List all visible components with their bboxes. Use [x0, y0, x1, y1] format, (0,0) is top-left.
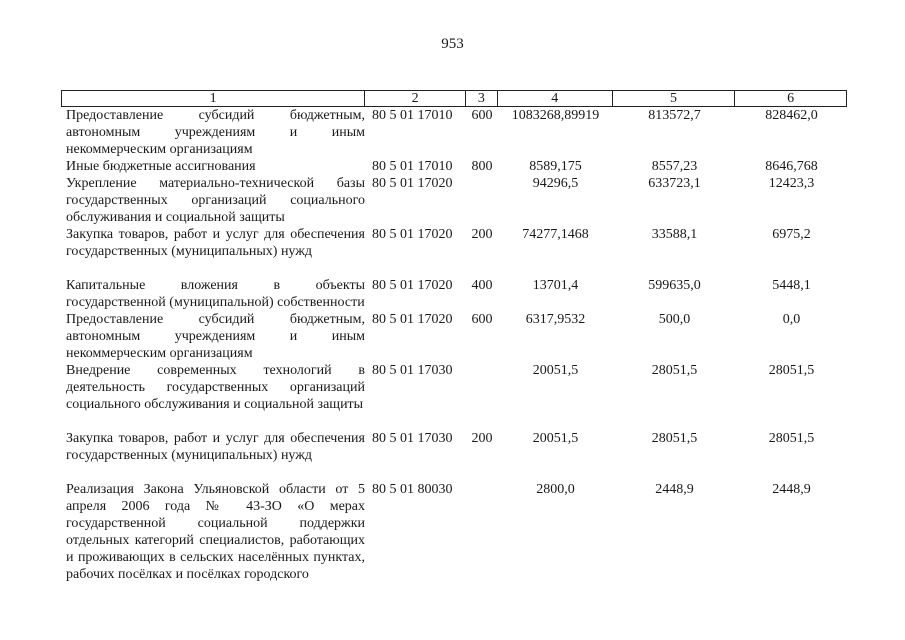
row-type [466, 481, 498, 583]
row-value-5: 8557,23 [651, 159, 698, 174]
row-name: Укрепление материально-технической базы государственных организаций социального обслуживания и социальной защиты [66, 176, 365, 225]
row-value-4: 13701,4 [532, 278, 579, 293]
table-row [61, 175, 847, 226]
header-col-2: 2 [365, 91, 466, 106]
table-row [61, 362, 847, 430]
row-code: 80 5 01 17030 [372, 363, 453, 378]
row-value-5: 28051,5 [651, 363, 698, 378]
header-col-6: 6 [787, 91, 795, 106]
row-type: 200 [471, 431, 493, 446]
table-row [61, 277, 847, 311]
row-value-6: 6975,2 [772, 227, 811, 242]
row-value-4: 6317,9532 [525, 312, 586, 327]
header-col-1: 1 [62, 91, 365, 106]
table-body [61, 107, 847, 583]
row-value-5: 633723,1 [648, 176, 701, 191]
row-value-4: 20051,5 [532, 431, 579, 446]
row-name: Предоставление субсидий бюджетным, автономным учреждениям и иным некоммерческим организациям [66, 312, 365, 361]
row-type: 200 [471, 227, 493, 242]
row-value-5: 28051,5 [651, 431, 698, 446]
row-value-4: 20051,5 [532, 363, 579, 378]
row-value-6: 0,0 [782, 312, 801, 327]
row-value-5: 500,0 [658, 312, 691, 327]
row-code: 80 5 01 17020 [372, 278, 453, 293]
page-number: 953 [441, 36, 464, 52]
row-name: Закупка товаров, работ и услуг для обеспечения государственных (муниципальных) нужд [66, 431, 365, 463]
row-code: 80 5 01 17020 [372, 227, 453, 242]
row-value-5: 33588,1 [651, 227, 698, 242]
row-type: 600 [471, 312, 493, 327]
row-value-5: 2448,9 [655, 482, 694, 497]
table-row [61, 107, 847, 158]
row-value-6: 828462,0 [765, 108, 818, 123]
row-type: 400 [471, 278, 493, 293]
row-value-5: 599635,0 [648, 278, 701, 293]
row-value-4: 2800,0 [536, 482, 575, 497]
row-name: Закупка товаров, работ и услуг для обеспечения государственных (муниципальных) нужд [66, 227, 365, 259]
row-value-4: 94296,5 [532, 176, 579, 191]
row-value-6: 2448,9 [772, 482, 811, 497]
table-row [61, 430, 847, 481]
row-value-5: 813572,7 [648, 108, 701, 123]
row-value-6: 5448,1 [772, 278, 811, 293]
row-code: 80 5 01 80030 [372, 482, 453, 497]
table-row [61, 158, 847, 175]
row-name: Иные бюджетные ассигнования [66, 159, 256, 174]
header-col-3: 3 [466, 91, 498, 106]
row-name: Внедрение современных технологий в деятельность государственных организаций социального обслуживания и социальной защиты [66, 363, 365, 412]
row-code: 80 5 01 17010 [372, 159, 453, 174]
row-value-4: 8589,175 [529, 159, 582, 174]
row-code: 80 5 01 17020 [372, 312, 453, 327]
row-code: 80 5 01 17030 [372, 431, 453, 446]
row-code: 80 5 01 17020 [372, 176, 453, 191]
row-value-4: 74277,1468 [522, 227, 589, 242]
row-value-6: 28051,5 [768, 363, 815, 378]
row-name: Капитальные вложения в объекты государственной (муниципальной) собственности [66, 278, 365, 310]
row-code: 80 5 01 17010 [372, 108, 453, 123]
row-type: 800 [471, 159, 493, 174]
row-name: Реализация Закона Ульяновской области от 5 апреля 2006 года № 43-ЗО «О мерах государственной социальной поддержки отдельных категорий специалистов, работающих и проживающих в сельских населённых пунктах, рабочих посёлках и посёлках городского [66, 482, 365, 582]
table-header [61, 90, 847, 107]
row-value-6: 28051,5 [768, 431, 815, 446]
row-type [466, 362, 498, 430]
row-value-6: 8646,768 [765, 159, 818, 174]
header-col-5: 5 [613, 91, 736, 106]
row-name: Предоставление субсидий бюджетным, автономным учреждениям и иным некоммерческим организациям [66, 108, 365, 157]
row-type: 600 [471, 108, 493, 123]
row-value-4: 1083268,89919 [511, 108, 600, 123]
table-row [61, 226, 847, 277]
table-row [61, 481, 847, 583]
row-value-6: 12423,3 [768, 176, 815, 191]
row-type [466, 175, 498, 226]
header-col-4: 4 [498, 91, 613, 106]
table-row [61, 311, 847, 362]
